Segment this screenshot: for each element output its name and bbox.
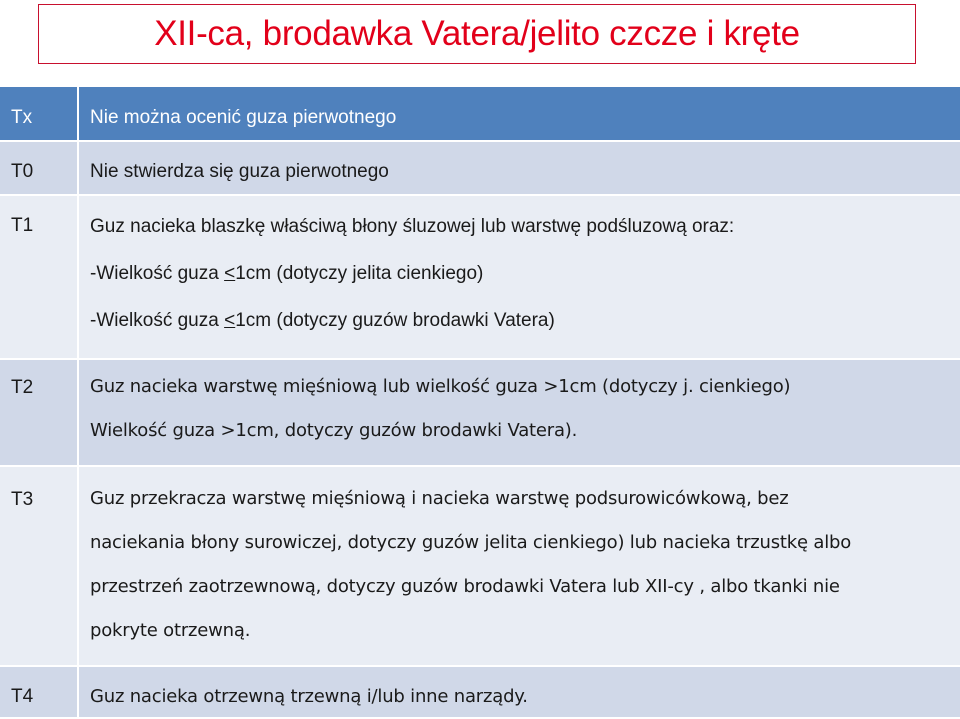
stage-code: T4	[0, 666, 78, 718]
stage-code: T2	[0, 359, 78, 466]
line-prefix: -Wielkość guza	[90, 263, 225, 284]
table-row-t0	[0, 141, 960, 195]
stage-description	[78, 87, 960, 141]
line-prefix: -Wielkość guza	[90, 310, 225, 331]
line-rest: 1cm (dotyczy guzów brodawki Vatera)	[235, 310, 555, 331]
stage-code: Tx	[0, 87, 78, 141]
stage-code: T1	[0, 195, 78, 359]
table-row-t4	[0, 666, 960, 718]
table-row-t1	[0, 195, 960, 359]
description-line	[90, 250, 960, 297]
stage-description	[78, 466, 960, 666]
stage-description	[78, 141, 960, 195]
stage-code: T0	[0, 141, 78, 195]
tnm-classification-table	[0, 87, 960, 719]
description-line: Guz nacieka warstwę mięśniową lub wielkość guza >1cm (dotyczy j. cienkiego)	[90, 376, 791, 397]
less-equal-symbol: <	[224, 310, 236, 331]
description-line	[90, 297, 960, 344]
stage-description	[78, 359, 960, 466]
description-line: Guz przekracza warstwę mięśniową i nacieka warstwę podsurowicówkową, bez	[90, 488, 789, 509]
description-line: Nie stwierdza się guza pierwotnego	[90, 161, 389, 182]
table-row-t2	[0, 359, 960, 466]
description-line: Wielkość guza >1cm, dotyczy guzów brodawki Vatera).	[90, 420, 578, 441]
stage-code: T3	[0, 466, 78, 666]
title-box	[38, 4, 916, 64]
line-rest: 1cm (dotyczy jelita cienkiego)	[235, 263, 484, 284]
description-line: naciekania błony surowiczej, dotyczy guzów jelita cienkiego) lub nacieka trzustkę albo	[90, 532, 852, 553]
table-row-tx	[0, 87, 960, 141]
less-equal-symbol: <	[224, 263, 236, 284]
description-line: pokryte otrzewną.	[90, 620, 251, 641]
description-line: Guz nacieka otrzewną trzewną i/lub inne narządy.	[90, 686, 528, 707]
description-line: przestrzeń zaotrzewnową, dotyczy guzów brodawki Vatera lub XII-cy , albo tkanki nie	[90, 576, 840, 597]
description-line: Nie można ocenić guza pierwotnego	[90, 107, 397, 128]
stage-description	[78, 666, 960, 718]
slide-title: XII-ca, brodawka Vatera/jelito czcze i kręte	[154, 14, 800, 53]
table-row-t3	[0, 466, 960, 666]
description-line: Guz nacieka blaszkę właściwą błony śluzowej lub warstwę podśluzową oraz:	[90, 216, 735, 237]
stage-description	[78, 195, 960, 359]
